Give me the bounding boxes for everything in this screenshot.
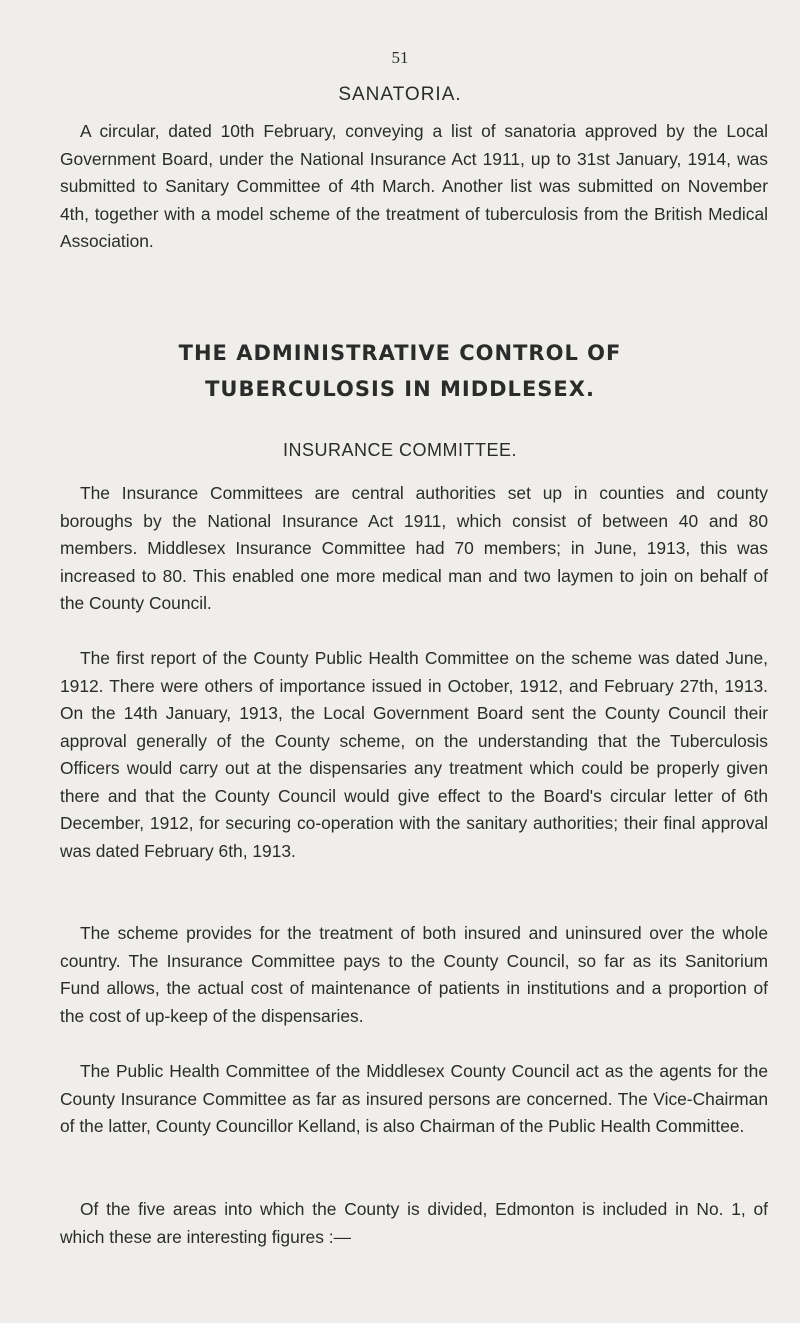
main-title-line-2: TUBERCULOSIS IN MIDDLESEX. bbox=[205, 377, 595, 401]
paragraph-first-report: The first report of the County Public Health Committee on the scheme was dated June, 1912. There were others of importance issued in October, 1912, and February 27th, 1913. On the 14th January, 1913, the Local Government Board sent the County Council their approval generally of the County scheme, on the understanding that the Tuberculosis Officers would carry out at the dispensaries any treatment which could be properly given there and that the County Council would give effect to the Board's circular letter of 6th December, 1912, for securing co-operation with the sanitary authorities; their final approval was dated February 6th, 1913. bbox=[60, 648, 768, 861]
section-heading-sanatoria: SANATORIA. bbox=[338, 84, 462, 105]
main-title-line-1: THE ADMINISTRATIVE CONTROL OF bbox=[178, 341, 622, 365]
page-number: 51 bbox=[391, 48, 409, 67]
paragraph-scheme-provides: The scheme provides for the treatment of both insured and uninsured over the whole country. The Insurance Committee pays to the County Council, so far as its Sanitorium Fund allows, the actual cost of maintenance of patients in institutions and a proportion of the cost of up-keep of the dispensaries. bbox=[60, 923, 768, 1026]
paragraph-five-areas: Of the five areas into which the County is divided, Edmonton is included in No. 1, of which these are interesting figures :— bbox=[60, 1199, 768, 1247]
paragraph-insurance-committees: The Insurance Committees are central authorities set up in counties and county boroughs by the National Insurance Act 1911, which consist of between 40 and 80 members. Middlesex Insurance Committee had 70 members; in June, 1913, this was increased to 80. This enabled one more medical man and two laymen to join on behalf of the County Council. bbox=[60, 483, 768, 613]
section-heading-insurance-committee: INSURANCE COMMITTEE. bbox=[282, 440, 517, 460]
paragraph-public-health-committee: The Public Health Committee of the Middlesex County Council act as the agents for the County Insurance Committee as far as insured persons are concerned. The Vice-Chairman of the latter, County Councillor Kelland, is also Chairman of the Public Health Committee. bbox=[60, 1061, 768, 1136]
paragraph-sanatoria: A circular, dated 10th February, conveying a list of sanatoria approved by the Local Government Board, under the National Insurance Act 1911, up to 31st January, 1914, was submitted to Sanitary Committee of 4th March. Another list was submitted on November 4th, together with a model scheme of the treatment of tuberculosis from the British Medical Association. bbox=[60, 121, 768, 251]
